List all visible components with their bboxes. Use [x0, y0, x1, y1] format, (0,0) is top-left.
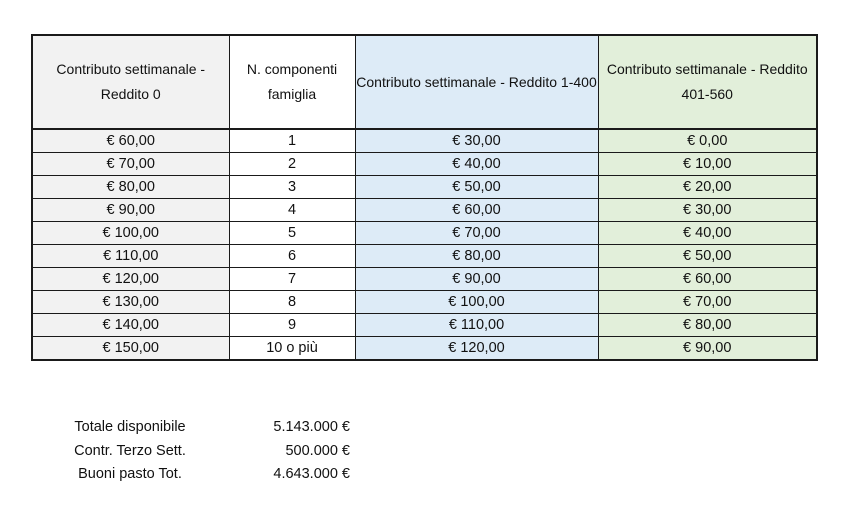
cell-componenti: 6 [229, 245, 355, 268]
cell-reddito-0: € 60,00 [32, 129, 229, 153]
cell-reddito-0: € 110,00 [32, 245, 229, 268]
table-row [32, 176, 817, 199]
totals-value: 500.000 € [285, 442, 350, 459]
cell-reddito-401-560: € 20,00 [598, 176, 817, 199]
cell-reddito-401-560: € 30,00 [598, 199, 817, 222]
cell-reddito-401-560: € 50,00 [598, 245, 817, 268]
cell-reddito-0: € 80,00 [32, 176, 229, 199]
cell-componenti: 9 [229, 314, 355, 337]
cell-reddito-0: € 120,00 [32, 268, 229, 291]
cell-reddito-1-400: € 30,00 [355, 129, 598, 153]
table-row [32, 222, 817, 245]
header-componenti-famiglia: N. componenti famiglia [229, 35, 355, 129]
cell-reddito-401-560: € 10,00 [598, 153, 817, 176]
table-row [32, 314, 817, 337]
cell-reddito-0: € 140,00 [32, 314, 229, 337]
cell-reddito-0: € 70,00 [32, 153, 229, 176]
cell-reddito-1-400: € 70,00 [355, 222, 598, 245]
cell-reddito-1-400: € 40,00 [355, 153, 598, 176]
cell-reddito-401-560: € 40,00 [598, 222, 817, 245]
cell-componenti: 5 [229, 222, 355, 245]
cell-reddito-0: € 150,00 [32, 337, 229, 361]
table-row [32, 337, 817, 361]
table-header-row [32, 35, 817, 129]
cell-reddito-401-560: € 70,00 [598, 291, 817, 314]
cell-reddito-401-560: € 0,00 [598, 129, 817, 153]
cell-reddito-1-400: € 110,00 [355, 314, 598, 337]
cell-reddito-1-400: € 60,00 [355, 199, 598, 222]
totals-value: 5.143.000 € [273, 419, 350, 435]
cell-componenti: 3 [229, 176, 355, 199]
totals-label: Contr. Terzo Sett. [74, 442, 186, 459]
cell-reddito-0: € 100,00 [32, 222, 229, 245]
cell-componenti: 4 [229, 199, 355, 222]
table-row [32, 129, 817, 153]
cell-componenti: 10 o più [229, 337, 355, 361]
header-reddito-1-400: Contributo settimanale - Reddito 1-400 [355, 35, 598, 129]
cell-reddito-0: € 90,00 [32, 199, 229, 222]
cell-reddito-401-560: € 90,00 [598, 337, 817, 361]
totals-label: Buoni pasto Tot. [78, 466, 182, 482]
header-reddito-0: Contributo settimanale - Reddito 0 [32, 35, 229, 129]
cell-reddito-401-560: € 80,00 [598, 314, 817, 337]
cell-componenti: 7 [229, 268, 355, 291]
totals-value: 4.643.000 € [273, 466, 350, 482]
contribution-table [31, 34, 818, 361]
cell-reddito-1-400: € 90,00 [355, 268, 598, 291]
totals-label: Totale disponibile [74, 419, 186, 435]
cell-componenti: 1 [229, 129, 355, 153]
cell-reddito-1-400: € 100,00 [355, 291, 598, 314]
table-row [32, 199, 817, 222]
table-row [32, 291, 817, 314]
table-row [32, 268, 817, 291]
header-reddito-401-560: Contributo settimanale - Reddito 401-560 [598, 35, 817, 129]
cell-reddito-1-400: € 120,00 [355, 337, 598, 361]
table-row [32, 245, 817, 268]
cell-componenti: 2 [229, 153, 355, 176]
cell-reddito-1-400: € 80,00 [355, 245, 598, 268]
cell-reddito-401-560: € 60,00 [598, 268, 817, 291]
cell-reddito-1-400: € 50,00 [355, 176, 598, 199]
cell-reddito-0: € 130,00 [32, 291, 229, 314]
cell-componenti: 8 [229, 291, 355, 314]
table-row [32, 153, 817, 176]
